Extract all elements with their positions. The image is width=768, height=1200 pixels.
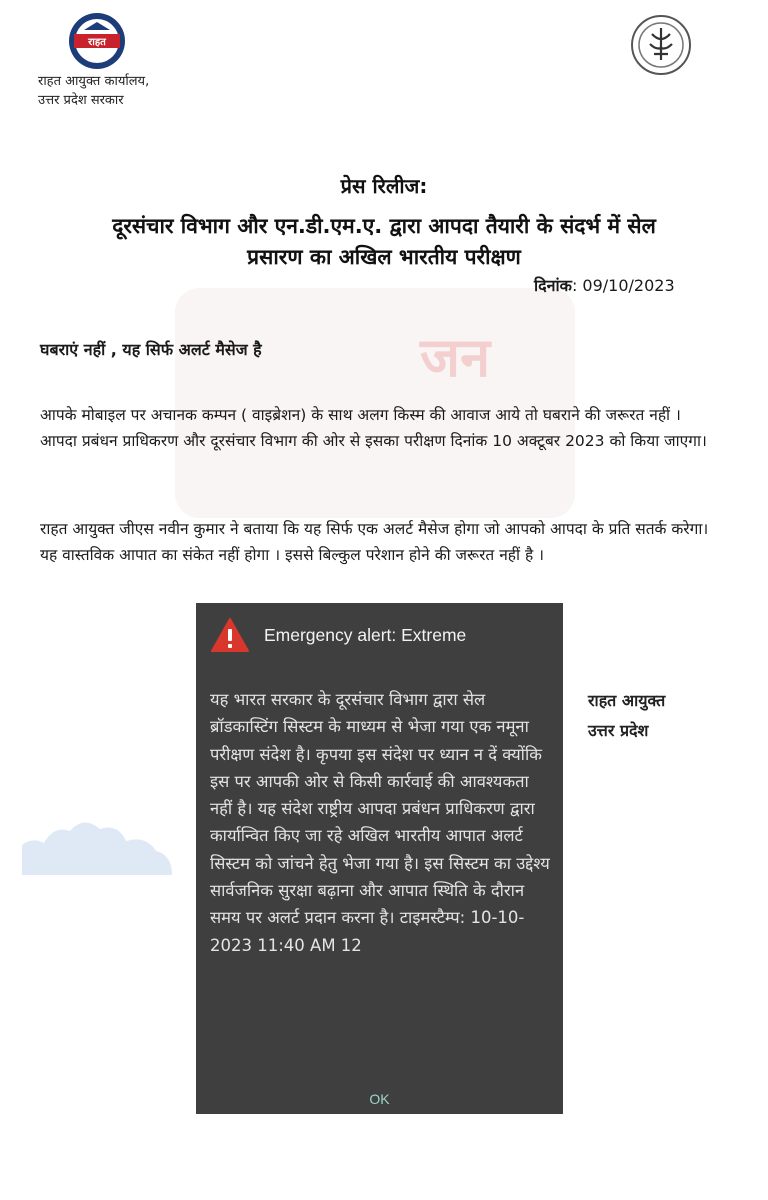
watermark-text: जन [420, 326, 491, 389]
signature-line-1: राहत आयुक्त [588, 691, 666, 710]
signature-line-2: उत्तर प्रदेश [588, 721, 649, 740]
ok-button[interactable]: OK [369, 1091, 390, 1107]
relief-commissioner-logo [68, 12, 126, 70]
alert-message: यह भारत सरकार के दूरसंचार विभाग द्वारा सेल ब्रॉडकास्टिंग सिस्टम के माध्यम से भेजा गया एक नमूना परीक्षण संदेश है। कृपया इस संदेश पर ध्यान न दें क्योंकि इस पर आपकी ओर से किसी कार्रवाई की आवश्यकता नहीं है। यह संदेश राष्ट्रीय आपदा प्रबंधन प्राधिकरण द्वारा कार्यान्वित किए जा रहे अखिल भारतीय आपात अलर्ट सिस्टम को जांचने हेतु भेजा गया है। इस सिस्टम का उद्देश्य सार्वजनिक सुरक्षा बढ़ाना और आपात स्थिति के दौरान समय पर अलर्ट प्रदान करना है। टाइमस्टैम्प: 10-10-2023 11:40 AM 12 [210, 690, 550, 955]
alert-title: Emergency alert: Extreme [264, 625, 467, 645]
body-heading: घबराएं नहीं , यह सिर्फ अलर्ट मैसेज है [40, 340, 262, 359]
logo-label: राहत [88, 37, 106, 48]
press-title-line-2: प्रसारण का अखिल भारतीय परीक्षण [247, 245, 521, 269]
paragraph-2: राहत आयुक्त जीएस नवीन कुमार ने बताया कि यह सिर्फ एक अलर्ट मैसेज होगा जो आपको आपदा के प्रति सतर्क करेगा। यह वास्तविक आपात का संकेत नहीं होगा । इससे बिल्कुल परेशान होने की जरूरत नहीं है । [40, 520, 709, 564]
press-title-line-1: दूरसंचार विभाग और एन.डी.एम.ए. द्वारा आपदा तैयारी के संदर्भ में सेल [112, 214, 656, 238]
cloud-decoration [22, 815, 172, 875]
office-line-1: राहत आयुक्त कार्यालय, [38, 74, 150, 89]
release-date [534, 274, 675, 296]
date-label: दिनांक [534, 276, 572, 295]
paragraph-1: आपके मोबाइल पर अचानक कम्पन ( वाइब्रेशन) के साथ अलग किस्म की आवाज आये तो घबराने की जरूरत नहीं । आपदा प्रबंधन प्राधिकरण और दूरसंचार विभाग की ओर से इसका परीक्षण दिनांक 10 अक्टूबर 2023 को किया जाएगा। [40, 406, 707, 450]
office-name [38, 72, 149, 110]
date-value: : 09/10/2023 [571, 276, 675, 295]
office-line-2: उत्तर प्रदेश सरकार [38, 93, 124, 108]
press-release-label: प्रेस रिलीज: [340, 174, 428, 198]
up-government-emblem [630, 14, 692, 76]
signature [588, 686, 665, 746]
emergency-alert-dialog [196, 603, 563, 1114]
warning-icon [210, 617, 250, 653]
